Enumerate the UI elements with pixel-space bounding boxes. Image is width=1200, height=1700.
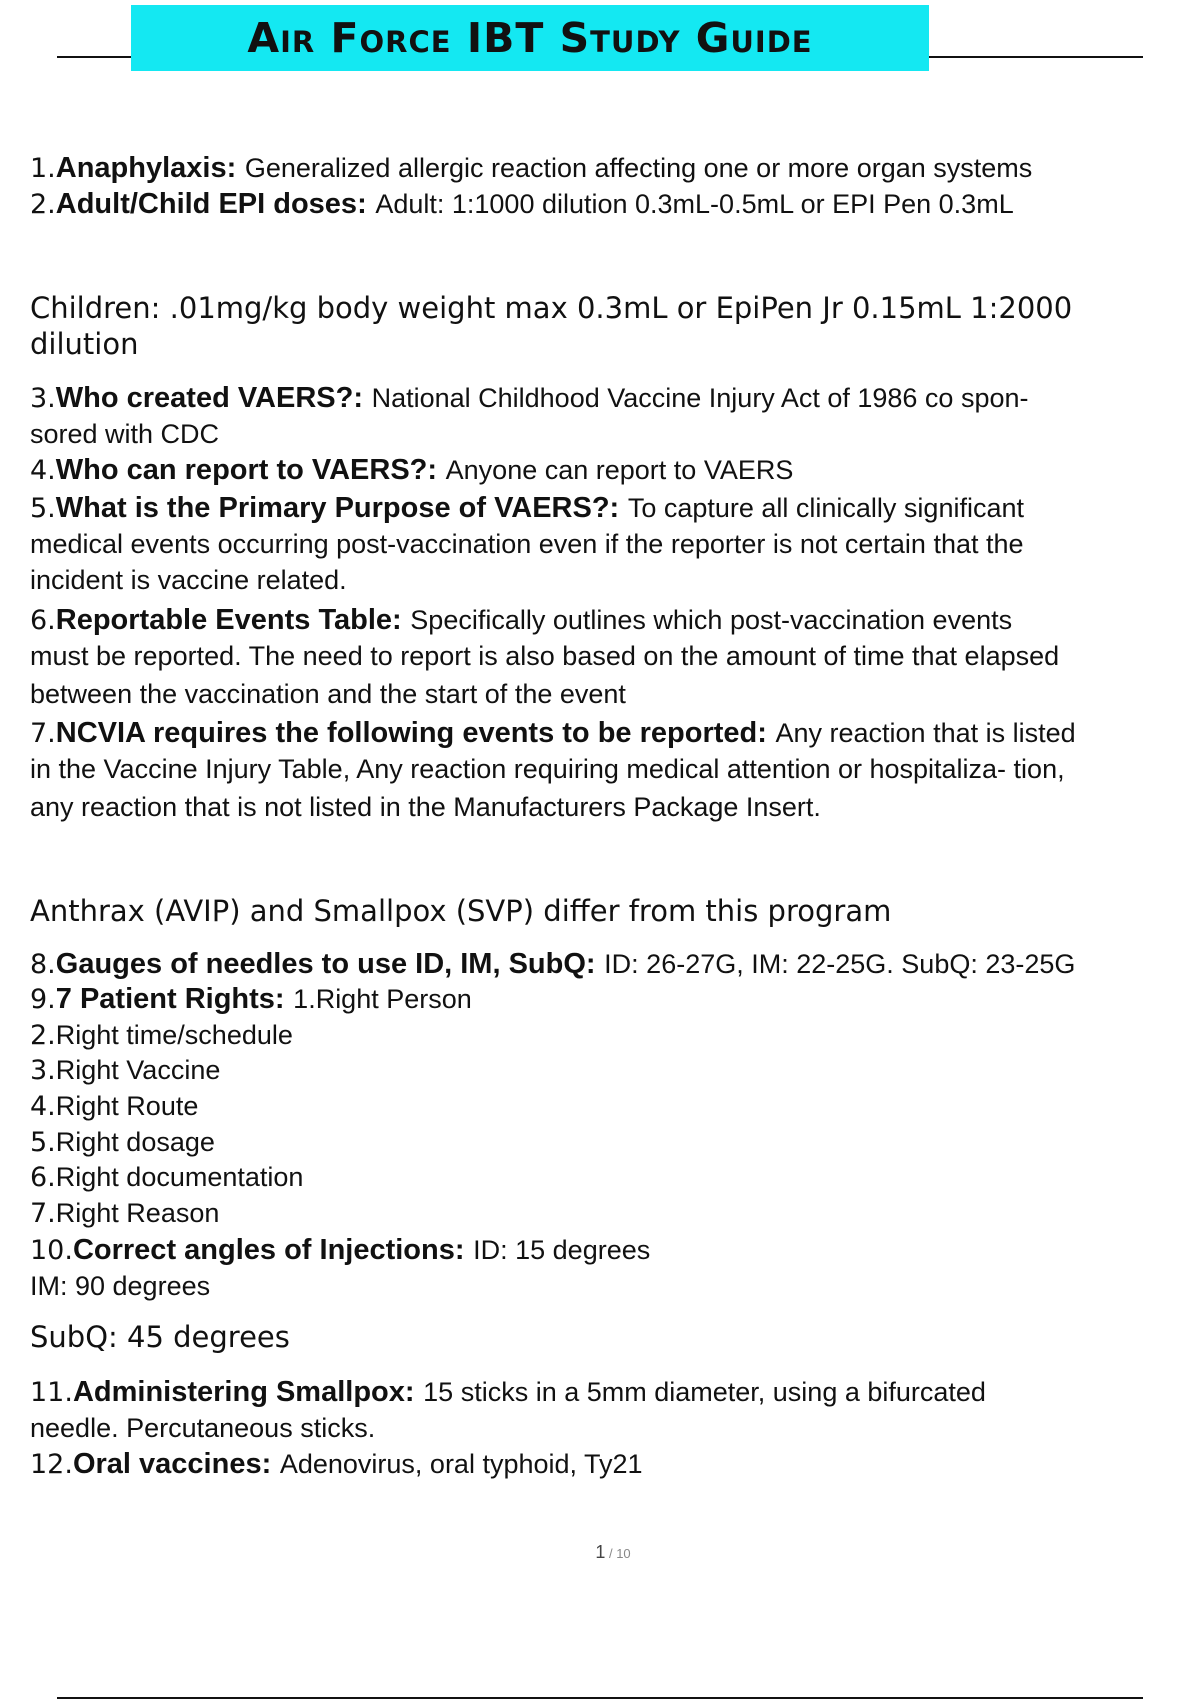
item-number: 4.	[30, 455, 56, 486]
item-6-continuation: between the vaccination and the start of the event	[30, 679, 626, 709]
children-dose-note: Children: .01mg/kg body weight max 0.3mL or EpiPen Jr 0.15mL 1:2000	[30, 291, 1073, 325]
item-description: ID: 15 degrees	[473, 1235, 651, 1265]
bottom-rule	[57, 1697, 1143, 1699]
page-total: 10	[616, 1546, 631, 1561]
item-term: Who created VAERS?:	[55, 382, 363, 414]
item-description: Anyone can report to VAERS	[445, 455, 794, 485]
list-item-1	[30, 150, 1032, 187]
page-separator: /	[608, 1546, 613, 1561]
item-5-continuation: incident is vaccine related.	[30, 565, 347, 595]
item-7-continuation: in the Vaccine Injury Table, Any reaction requiring medical attention or hospitaliza- tion,	[30, 754, 1065, 784]
patient-right-item	[30, 1159, 303, 1196]
item-description: 15 sticks in a 5mm diameter, using a bifurcated	[423, 1377, 986, 1407]
list-item-5	[30, 490, 1024, 527]
item-term: Correct angles of Injections:	[72, 1234, 465, 1266]
item-description: Adenovirus, oral typhoid, Ty21	[279, 1449, 643, 1479]
item-description: Right dosage	[55, 1127, 215, 1157]
item-number: 7.	[30, 1198, 56, 1229]
list-item-4	[30, 452, 793, 489]
item-term: Who can report to VAERS?:	[55, 454, 438, 486]
item-7-continuation: any reaction that is not listed in the Manufacturers Package Insert.	[30, 792, 821, 822]
item-number: 7.	[30, 718, 56, 749]
item-number: 6.	[30, 605, 56, 636]
item-description: Right Reason	[55, 1198, 220, 1228]
item-10-continuation: IM: 90 degrees	[30, 1271, 211, 1301]
children-dose-note-cont: dilution	[30, 327, 139, 361]
item-description: Right documentation	[55, 1162, 304, 1192]
item-term: 7 Patient Rights:	[55, 983, 285, 1015]
item-number: 3.	[30, 383, 56, 414]
item-description: Right Vaccine	[55, 1055, 221, 1085]
list-item-10	[30, 1232, 650, 1269]
item-number: 6.	[30, 1162, 56, 1193]
list-item-6	[30, 602, 1012, 639]
anthrax-note: Anthrax (AVIP) and Smallpox (SVP) differ from this program	[30, 894, 892, 928]
item-number: 11.	[30, 1377, 73, 1408]
item-term: Gauges of needles to use ID, IM, SubQ:	[55, 948, 596, 980]
item-number: 8.	[30, 949, 56, 980]
item-number: 5.	[30, 493, 56, 524]
item-description: 1.Right Person	[293, 984, 472, 1014]
patient-right-item	[30, 1052, 220, 1089]
patient-right-item	[30, 1124, 215, 1161]
list-item-12	[30, 1446, 643, 1483]
patient-right-item	[30, 1195, 219, 1232]
item-3-continuation: sored with CDC	[30, 419, 220, 449]
list-item-3	[30, 380, 1028, 417]
item-description: Right Route	[55, 1091, 199, 1121]
item-number: 10.	[30, 1235, 73, 1266]
list-item-11	[30, 1374, 986, 1411]
item-description: National Childhood Vaccine Injury Act of 1986 co spon-	[371, 383, 1029, 413]
item-description: Specifically outlines which post-vaccination events	[410, 605, 1013, 635]
patient-right-item	[30, 1088, 198, 1125]
item-number: 1.	[30, 153, 56, 184]
item-number: 12.	[30, 1449, 73, 1480]
item-term: What is the Primary Purpose of VAERS?:	[55, 492, 620, 524]
item-number: 9.	[30, 984, 56, 1015]
page-counter	[0, 1542, 1200, 1563]
item-description: Any reaction that is listed	[775, 718, 1076, 748]
patient-right-item	[30, 1017, 293, 1054]
item-description: To capture all clinically significant	[627, 493, 1024, 523]
item-term: Anaphylaxis:	[55, 152, 237, 184]
page-current: 1	[595, 1542, 606, 1562]
list-item-8	[30, 946, 1075, 983]
item-description: Right time/schedule	[55, 1020, 293, 1050]
item-term: Oral vaccines:	[72, 1448, 272, 1480]
list-item-9	[30, 981, 472, 1018]
subq-angle-note: SubQ: 45 degrees	[30, 1320, 290, 1354]
page-title: Air Force IBT Study Guide	[131, 5, 929, 71]
item-number: 5.	[30, 1127, 56, 1158]
item-5-continuation: medical events occurring post-vaccination even if the reporter is not certain that the	[30, 529, 1024, 559]
item-description: ID: 26-27G, IM: 22-25G. SubQ: 23-25G	[604, 949, 1076, 979]
item-term: Reportable Events Table:	[55, 604, 402, 636]
item-term: Administering Smallpox:	[72, 1376, 415, 1408]
item-number: 2.	[30, 189, 56, 220]
item-6-continuation: must be reported. The need to report is also based on the amount of time that elapsed	[30, 641, 1060, 671]
item-number: 4.	[30, 1091, 56, 1122]
item-number: 3.	[30, 1055, 56, 1086]
item-number: 2.	[30, 1020, 56, 1051]
item-11-continuation: needle. Percutaneous sticks.	[30, 1413, 376, 1443]
item-description: Generalized allergic reaction affecting one or more organ systems	[244, 153, 1033, 183]
item-description: Adult: 1:1000 dilution 0.3mL-0.5mL or EPI Pen 0.3mL	[375, 189, 1014, 219]
list-item-2	[30, 186, 1014, 223]
item-term: Adult/Child EPI doses:	[55, 188, 367, 220]
item-term: NCVIA requires the following events to be reported:	[55, 717, 767, 749]
list-item-7	[30, 715, 1076, 752]
